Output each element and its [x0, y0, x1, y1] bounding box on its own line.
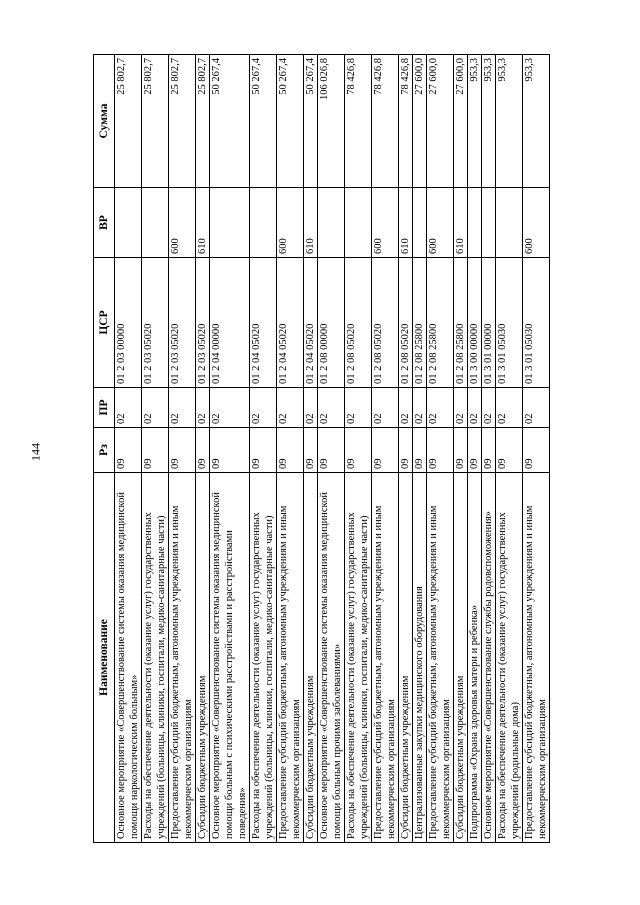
cell-vr	[142, 188, 169, 258]
cell-pr: 02	[277, 388, 304, 428]
table-row	[345, 55, 372, 843]
cell-csr: 01 2 08 05020	[372, 258, 399, 388]
cell-csr: 01 2 08 05020	[345, 258, 372, 388]
cell-vr	[318, 188, 345, 258]
cell-rz: 09	[250, 428, 277, 473]
cell-vr	[468, 188, 482, 258]
cell-name: Расходы на обеспечение деятельности (оказание услуг) государственных учреждений (больницы, клиники, госпитали, медико-санитарные части)	[142, 473, 169, 843]
cell-rz: 09	[399, 428, 413, 473]
cell-sum: 27 600,0	[413, 55, 427, 188]
cell-sum: 953,3	[523, 55, 550, 188]
header-csr: ЦСР	[94, 258, 115, 388]
cell-name: Субсидии бюджетным учреждениям	[454, 473, 468, 843]
cell-csr: 01 3 01 00000	[482, 258, 496, 388]
cell-pr: 02	[210, 388, 250, 428]
cell-rz: 09	[413, 428, 427, 473]
cell-vr	[345, 188, 372, 258]
header-pr: ПР	[94, 388, 115, 428]
header-sum: Сумма	[94, 55, 115, 188]
table-row	[304, 55, 318, 843]
header-vr: ВР	[94, 188, 115, 258]
budget-table	[93, 54, 550, 843]
cell-rz: 09	[523, 428, 550, 473]
table-row	[210, 55, 250, 843]
cell-vr: 600	[277, 188, 304, 258]
cell-rz: 09	[115, 428, 142, 473]
cell-vr	[496, 188, 523, 258]
cell-pr: 02	[169, 388, 196, 428]
cell-name: Расходы на обеспечение деятельности (оказание услуг) государственных учреждений (родильные дома)	[496, 473, 523, 843]
cell-csr: 01 3 01 05030	[496, 258, 523, 388]
cell-pr: 02	[345, 388, 372, 428]
cell-pr: 02	[372, 388, 399, 428]
table-row	[372, 55, 399, 843]
table-row	[523, 55, 550, 843]
cell-pr: 02	[496, 388, 523, 428]
table-row	[277, 55, 304, 843]
cell-vr	[115, 188, 142, 258]
table-row	[250, 55, 277, 843]
cell-csr: 01 2 03 05020	[169, 258, 196, 388]
cell-name: Подпрограмма «Охрана здоровья матери и ребенка»	[468, 473, 482, 843]
table-row	[427, 55, 454, 843]
cell-pr: 02	[482, 388, 496, 428]
cell-rz: 09	[372, 428, 399, 473]
cell-sum: 25 802,7	[115, 55, 142, 188]
cell-name: Предоставление субсидий бюджетным, автономным учреждениям и иным некоммерческим организациям	[169, 473, 196, 843]
cell-vr	[482, 188, 496, 258]
cell-csr: 01 2 08 25800	[427, 258, 454, 388]
cell-sum: 953,3	[482, 55, 496, 188]
cell-csr: 01 3 00 00000	[468, 258, 482, 388]
cell-vr: 600	[169, 188, 196, 258]
cell-rz: 09	[496, 428, 523, 473]
cell-csr: 01 2 08 25800	[454, 258, 468, 388]
cell-sum: 78 426,8	[345, 55, 372, 188]
cell-sum: 27 600,0	[427, 55, 454, 188]
cell-rz: 09	[454, 428, 468, 473]
table-row	[482, 55, 496, 843]
cell-csr: 01 2 03 05020	[196, 258, 210, 388]
cell-pr: 02	[142, 388, 169, 428]
header-rz: Рз	[94, 428, 115, 473]
cell-name: Основное мероприятие «Совершенствование системы оказания медицинской помощи больным прочими заболеваниями»	[318, 473, 345, 843]
cell-rz: 09	[142, 428, 169, 473]
cell-sum: 50 267,4	[210, 55, 250, 188]
cell-csr: 01 2 03 00000	[115, 258, 142, 388]
cell-csr: 01 3 01 05030	[523, 258, 550, 388]
cell-name: Основное мероприятие «Совершенствование системы оказания медицинской помощи наркологическим больным»	[115, 473, 142, 843]
cell-pr: 02	[399, 388, 413, 428]
cell-name: Предоставление субсидий бюджетным, автономным учреждениям и иным некоммерческим организациям	[523, 473, 550, 843]
cell-csr: 01 2 04 05020	[277, 258, 304, 388]
cell-csr: 01 2 03 05020	[142, 258, 169, 388]
cell-vr: 600	[427, 188, 454, 258]
cell-sum: 25 802,7	[142, 55, 169, 188]
cell-pr: 02	[413, 388, 427, 428]
cell-rz: 09	[345, 428, 372, 473]
cell-vr: 610	[399, 188, 413, 258]
cell-vr: 610	[454, 188, 468, 258]
cell-sum: 78 426,8	[399, 55, 413, 188]
cell-sum: 27 600,0	[454, 55, 468, 188]
cell-name: Предоставление субсидий бюджетным, автономным учреждениям и иным некоммерческим организациям	[372, 473, 399, 843]
cell-rz: 09	[318, 428, 345, 473]
cell-csr: 01 2 04 00000	[210, 258, 250, 388]
cell-name: Основное мероприятие «Совершенствование системы оказания медицинской помощи больным с психическими расстройствами и расстройствами поведения»	[210, 473, 250, 843]
cell-rz: 09	[277, 428, 304, 473]
cell-pr: 02	[318, 388, 345, 428]
cell-name: Предоставление субсидий бюджетным, автономным учреждениям и иным некоммерческим организациям	[427, 473, 454, 843]
cell-pr: 02	[523, 388, 550, 428]
cell-vr	[210, 188, 250, 258]
table-row	[496, 55, 523, 843]
cell-name: Расходы на обеспечение деятельности (оказание услуг) государственных учреждений (больницы, клиники, госпитали, медико-санитарные части)	[345, 473, 372, 843]
table-row	[399, 55, 413, 843]
cell-sum: 25 802,7	[169, 55, 196, 188]
table-row	[318, 55, 345, 843]
cell-csr: 01 2 08 00000	[318, 258, 345, 388]
cell-csr: 01 2 08 05020	[399, 258, 413, 388]
cell-pr: 02	[468, 388, 482, 428]
cell-rz: 09	[196, 428, 210, 473]
cell-sum: 50 267,4	[304, 55, 318, 188]
table-row	[169, 55, 196, 843]
cell-pr: 02	[250, 388, 277, 428]
cell-sum: 25 802,7	[196, 55, 210, 188]
cell-name: Субсидии бюджетным учреждениям	[196, 473, 210, 843]
table-row	[468, 55, 482, 843]
cell-name: Централизованные закупки медицинского оборудования	[413, 473, 427, 843]
table-header-row	[94, 55, 115, 843]
cell-sum: 953,3	[496, 55, 523, 188]
cell-vr: 610	[196, 188, 210, 258]
cell-name: Основное мероприятие «Совершенствование службы родовспоможения»	[482, 473, 496, 843]
cell-name: Субсидии бюджетным учреждениям	[304, 473, 318, 843]
cell-sum: 78 426,8	[372, 55, 399, 188]
cell-pr: 02	[454, 388, 468, 428]
cell-vr	[250, 188, 277, 258]
cell-name: Расходы на обеспечение деятельности (оказание услуг) государственных учреждений (больницы, клиники, госпитали, медико-санитарные части)	[250, 473, 277, 843]
cell-pr: 02	[115, 388, 142, 428]
cell-rz: 09	[427, 428, 454, 473]
table-row	[454, 55, 468, 843]
cell-csr: 01 2 08 25800	[413, 258, 427, 388]
cell-vr: 600	[372, 188, 399, 258]
cell-rz: 09	[468, 428, 482, 473]
cell-name: Предоставление субсидий бюджетным, автономным учреждениям и иным некоммерческим организациям	[277, 473, 304, 843]
rotated-table-container	[93, 55, 563, 843]
cell-rz: 09	[169, 428, 196, 473]
table-row	[142, 55, 169, 843]
cell-sum: 50 267,4	[250, 55, 277, 188]
cell-pr: 02	[427, 388, 454, 428]
table-body	[115, 55, 550, 843]
header-name: Наименование	[94, 473, 115, 843]
cell-sum: 953,3	[468, 55, 482, 188]
cell-pr: 02	[196, 388, 210, 428]
cell-vr: 600	[523, 188, 550, 258]
page-number: 144	[28, 443, 43, 461]
cell-name: Субсидии бюджетным учреждениям	[399, 473, 413, 843]
table-row	[413, 55, 427, 843]
cell-vr: 610	[304, 188, 318, 258]
table-row	[115, 55, 142, 843]
cell-vr	[413, 188, 427, 258]
cell-rz: 09	[210, 428, 250, 473]
cell-csr: 01 2 04 05020	[304, 258, 318, 388]
cell-csr: 01 2 04 05020	[250, 258, 277, 388]
cell-sum: 50 267,4	[277, 55, 304, 188]
table-row	[196, 55, 210, 843]
cell-rz: 09	[482, 428, 496, 473]
cell-pr: 02	[304, 388, 318, 428]
cell-sum: 106 026,8	[318, 55, 345, 188]
cell-rz: 09	[304, 428, 318, 473]
